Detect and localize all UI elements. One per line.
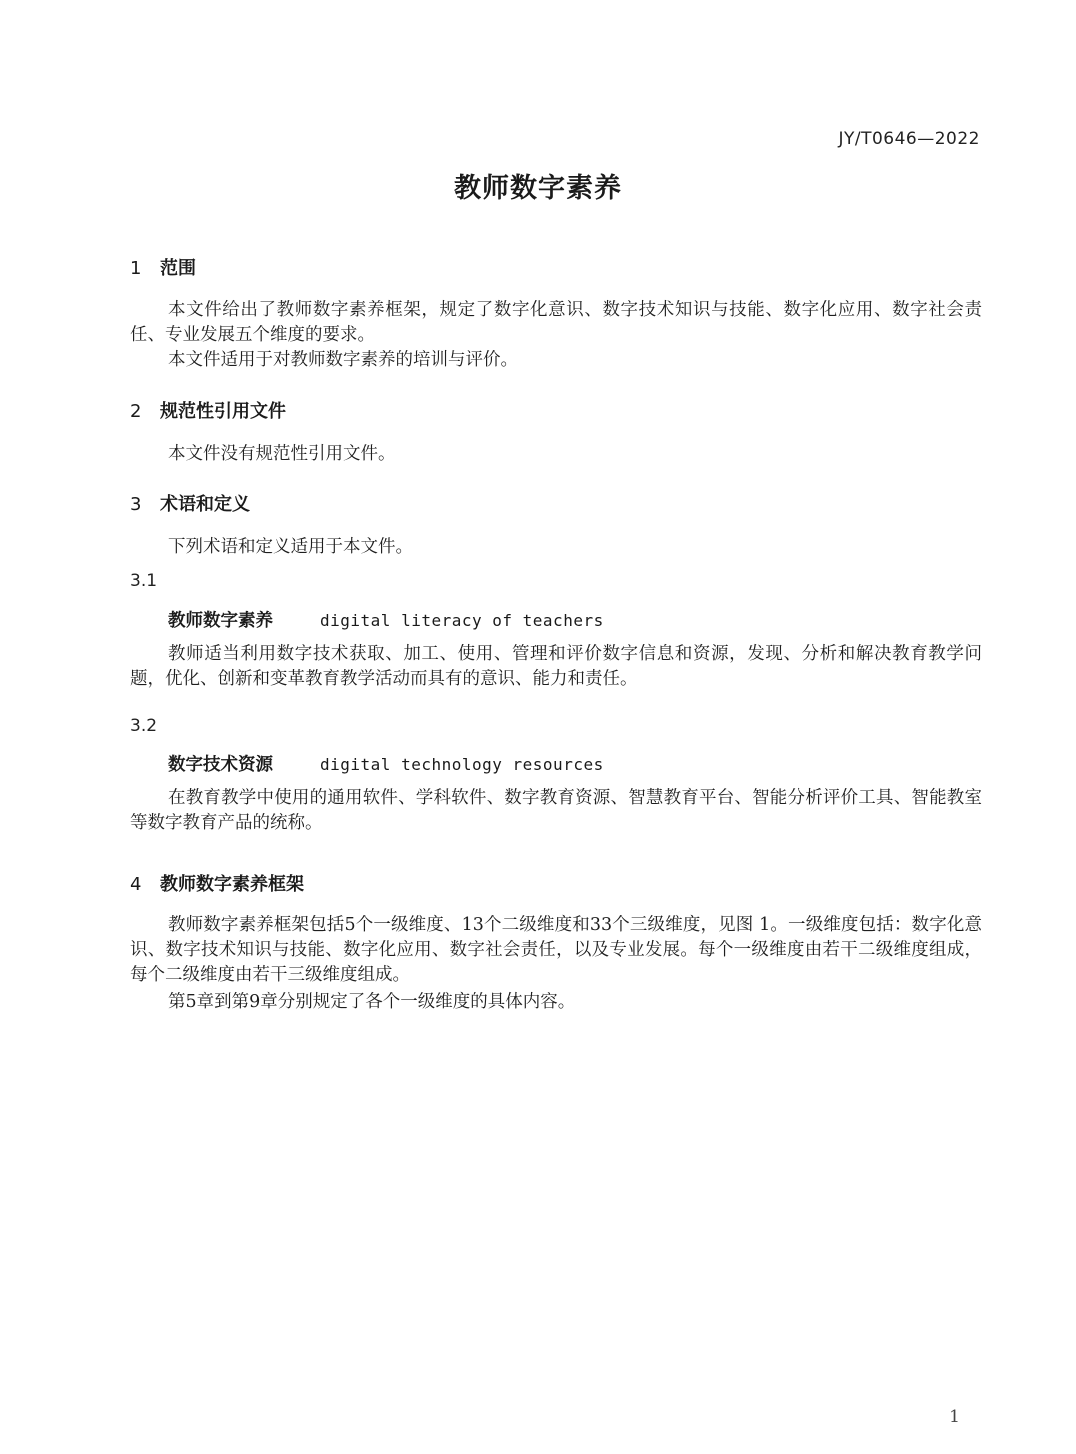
- paragraph: 本文件没有规范性引用文件。: [168, 444, 396, 464]
- section-heading-terms: [130, 490, 250, 516]
- section-title: 术语和定义: [160, 494, 250, 515]
- paragraph: 本文件给出了教师数字素养框架，规定了数字化意识、数字技术知识与技能、数字化应用、数字社会责任、专业发展五个维度的要求。: [130, 300, 982, 345]
- section-number: 4: [130, 874, 142, 895]
- paragraph: 本文件适用于对教师数字素养的培训与评价。: [168, 350, 518, 370]
- term-definition: 在教育教学中使用的通用软件、学科软件、数字教育资源、智慧教育平台、智能分析评价工具、智能教室等数字教育产品的统称。: [130, 788, 982, 833]
- term-number: 3.2: [130, 716, 158, 736]
- paragraph: 下列术语和定义适用于本文件。: [168, 537, 413, 557]
- section-title: 规范性引用文件: [160, 401, 286, 422]
- term-entry: [168, 607, 604, 632]
- term-chinese: 数字技术资源: [168, 755, 273, 775]
- section-number: 2: [130, 401, 142, 422]
- section-title: 教师数字素养框架: [160, 874, 304, 895]
- section-title: 范围: [160, 258, 196, 279]
- section-heading-scope: [130, 254, 196, 280]
- document-title: 教师数字素养: [454, 173, 622, 204]
- standard-code: JY/T0646—2022: [838, 129, 980, 149]
- section-heading-normative-references: [130, 397, 286, 423]
- term-chinese: 教师数字素养: [168, 611, 273, 631]
- term-definition: 教师适当利用数字技术获取、加工、使用、管理和评价数字信息和资源，发现、分析和解决教育教学问题，优化、创新和变革教育教学活动而具有的意识、能力和责任。: [130, 644, 982, 689]
- term-english: digital literacy of teachers: [320, 611, 604, 630]
- section-number: 3: [130, 494, 142, 515]
- page-number: 1: [949, 1407, 960, 1427]
- term-number: 3.1: [130, 571, 158, 591]
- section-heading-framework: [130, 870, 304, 896]
- term-english: digital technology resources: [320, 755, 604, 774]
- paragraph: 教师数字素养框架包括5个一级维度、13个二级维度和33个三级维度，见图 1。一级维度包括：数字化意识、数字技术知识与技能、数字化应用、数字社会责任，以及专业发展。每个一级维度由若干二级维度组成，每个二级维度由若干三级维度组成。: [130, 915, 982, 985]
- section-number: 1: [130, 258, 142, 279]
- paragraph: 第5章到第9章分别规定了各个一级维度的具体内容。: [168, 992, 576, 1012]
- term-entry: [168, 751, 604, 776]
